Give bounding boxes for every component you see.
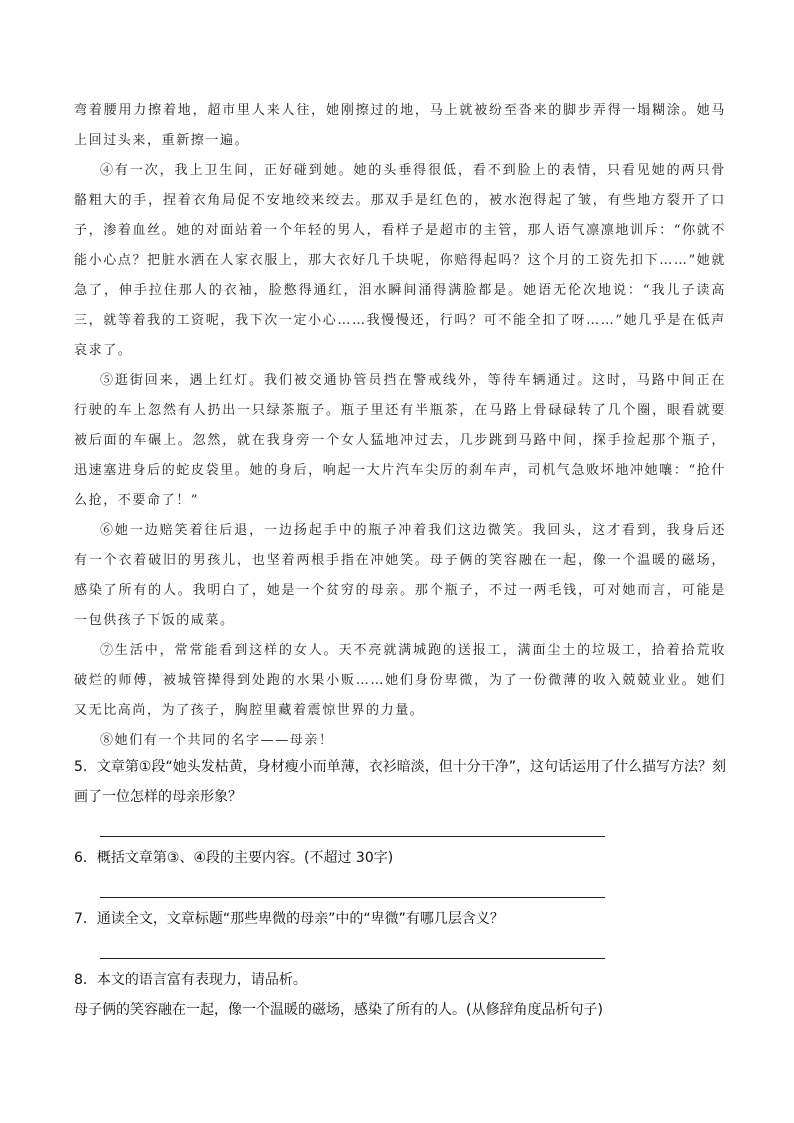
paragraph-7: ⑦生活中，常常能看到这样的女人。天不亮就满城跑的送报工，满面尘土的垃圾工，拾着拾荒收破烂的师傅，被城管撵得到处跑的水果小贩……她们身份卑微，为了一份微薄的收入兢兢业业。她们又无比高尚，为了孩子，胸腔里藏着震惊世界的力量。 [74,643,726,718]
questions-section [74,752,734,1025]
paragraph-continued: 弯着腰用力擦着地，超市里人来人往，她刚擦过的地，马上就被纷至沓来的脚步弄得一塌糊涂。她马上回过头来，重新擦一遍。 [74,103,726,148]
answer-line-5[interactable] [100,812,605,837]
paragraph-5: ⑤逛街回来，遇上红灯。我们被交通协管员挡在警戒线外，等待车辆通过。这时，马路中间正在行驶的车上忽然有人扔出一只绿茶瓶子。瓶子里还有半瓶茶，在马路上骨碌碌转了几个圈，眼看就要被后面的车碾上。忽然，就在我身旁一个女人猛地冲过去，几步跳到马路中间，探手捡起那个瓶子，迅速塞进身后的蛇皮袋里。她的身后，响起一大片汽车尖厉的刹车声，司机气急败坏地冲她嚷：“抢什么抢，不要命了！” [74,373,726,508]
question-5: 5．文章第①段“她头发枯黄，身材瘦小而单薄，衣衫暗淡，但十分干净”，这句话运用了什么描写方法？刻画了一位怎样的母亲形象？ [74,759,726,805]
question-6: 6．概括文章第③、④段的主要内容。(不超过 30字) [74,850,394,866]
question-7: 7．通读全文，文章标题“那些卑微的母亲”中的“卑微”有哪几层含义？ [74,911,504,927]
question-8: 8．本文的语言富有表现力，请品析。 [74,972,307,988]
paragraph-4: ④有一次，我上卫生间，正好碰到她。她的头垂得很低，看不到脸上的表情，只看见她的两只骨骼粗大的手，捏着衣角局促不安地绞来绞去。那双手是红色的，被水泡得起了皱，有些地方裂开了口子，渗着血丝。她的对面站着一个年轻的男人，看样子是超市的主管，那人语气凛凛地训斥：“你就不能小心点？把脏水洒在人家衣服上，那大衣好几千块呢，你赔得起吗？这个月的工资先扣下……”她就急了，伸手拉住那人的衣袖，脸憋得通红，泪水瞬间涌得满脸都是。她语无伦次地说：“我儿子读高三，就等着我的工资呢，我下次一定小心……我慢慢还，行吗？可不能全扣了呀……”她几乎是在低声哀求了。 [74,163,726,358]
passage [74,96,726,756]
paragraph-8: ⑧她们有一个共同的名字——母亲！ [100,733,334,748]
answer-line-7[interactable] [100,934,605,959]
question-8-sentence: 母子俩的笑容融在一起，像一个温暖的磁场，感染了所有的人。(从修辞角度品析句子) [74,1002,603,1018]
paragraph-6: ⑥她一边赔笑着往后退，一边扬起手中的瓶子冲着我们这边微笑。我回头，这才看到，我身后还有一个衣着破旧的男孩儿，也坚着两根手指在冲她笑。母子俩的笑容融在一起，像一个温暖的磁场，感染了所有的人。我明白了，她是一个贫穷的母亲。那个瓶子，不过一两毛钱，可对她而言，可能是一包供孩子下饭的咸菜。 [74,523,726,628]
answer-line-6[interactable] [100,873,605,898]
